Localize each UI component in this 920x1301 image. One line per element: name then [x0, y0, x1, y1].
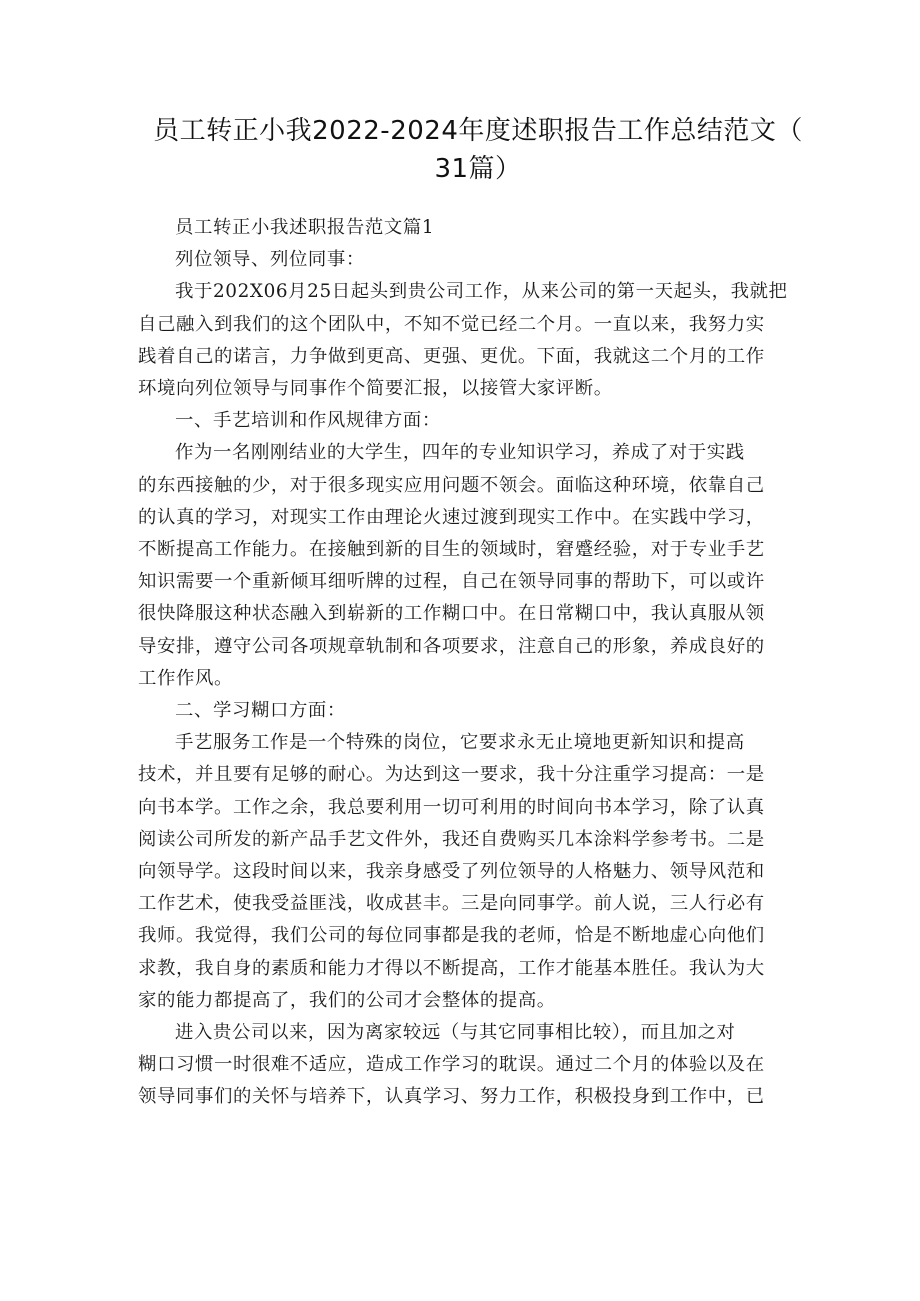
- paragraph: [138, 695, 790, 727]
- paragraph-line: 阅读公司所发的新产品手艺文件外，我还自费购买几本涂料学参考书。二是: [138, 828, 765, 850]
- paragraph-line: 向领导学。这段时间以来，我亲身感受了列位领导的人格魅力、领导风范和: [138, 861, 765, 883]
- document-body: [138, 212, 790, 1114]
- title-line-2: 31篇）: [434, 154, 522, 184]
- paragraph-line: 知识需要一个重新倾耳细听牌的过程，自己在领导同事的帮助下，可以或许: [138, 571, 765, 593]
- paragraph-line: 导安排，遵守公司各项规章轨制和各项要求，注意自己的形象，养成良好的: [138, 635, 765, 657]
- paragraph-line: 不断提高工作能力。在接触到新的目生的领域时，窘蹙经验，对于专业手艺: [138, 539, 765, 561]
- title-line-1: 员工转正小我2022-2024年度述职报告工作总结范文（: [153, 116, 803, 146]
- paragraph-line: 员工转正小我述职报告范文篇1: [175, 217, 435, 238]
- paragraph-line: 工作艺术，使我受益匪浅，收成甚丰。三是向同事学。前人说，三人行必有: [138, 893, 765, 915]
- paragraph-line: 自己融入到我们的这个团队中，不知不觉已经二个月。一直以来，我努力实: [138, 313, 765, 335]
- paragraph-line: 二、学习糊口方面：: [175, 700, 346, 722]
- paragraph: [138, 727, 790, 1017]
- paragraph-line: 践着自己的诺言，力争做到更高、更强、更优。下面，我就这二个月的工作: [138, 345, 765, 367]
- paragraph: [138, 405, 790, 437]
- paragraph-line: 进入贵公司以来，因为离家较远（与其它同事相比较），而且加之对: [175, 1022, 736, 1044]
- paragraph-line: 向书本学。工作之余，我总要利用一切可利用的时间向书本学习，除了认真: [138, 796, 765, 818]
- paragraph-line: 家的能力都提高了，我们的公司才会整体的提高。: [138, 989, 556, 1011]
- paragraph: [138, 437, 790, 695]
- paragraph-line: 环境向列位领导与同事作个简要汇报，以接管大家评断。: [138, 378, 613, 400]
- paragraph-line: 一、手艺培训和作风规律方面：: [175, 410, 441, 432]
- document-title: [138, 112, 818, 188]
- paragraph-line: 领导同事们的关怀与培养下，认真学习、努力工作，积极投身到工作中，已: [138, 1086, 765, 1108]
- paragraph-line: 列位领导、列位同事：: [175, 249, 365, 271]
- paragraph-line: 技术，并且要有足够的耐心。为达到这一要求，我十分注重学习提高：一是: [138, 764, 765, 786]
- paragraph-line: 的东西接触的少，对于很多现实应用问题不领会。面临这种环境，依靠自己: [138, 474, 765, 496]
- paragraph-line: 工作作风。: [138, 667, 233, 689]
- paragraph-line: 作为一名刚刚结业的大学生，四年的专业知识学习，养成了对于实践: [175, 442, 745, 464]
- paragraph-line: 糊口习惯一时很难不适应，造成工作学习的耽误。通过二个月的体验以及在: [138, 1054, 765, 1076]
- paragraph-line: 我于202X06月25日起头到贵公司工作，从来公司的第一天起头，我就把: [175, 281, 788, 303]
- paragraph-line: 求教，我自身的素质和能力才得以不断提高，工作才能基本胜任。我认为大: [138, 957, 765, 979]
- paragraph: [138, 212, 790, 244]
- paragraph-line: 手艺服务工作是一个特殊的岗位，它要求永无止境地更新知识和提高: [175, 732, 745, 754]
- paragraph-line: 的认真的学习，对现实工作由理论火速过渡到现实工作中。在实践中学习，: [138, 506, 765, 528]
- paragraph-line: 很快降服这种状态融入到崭新的工作糊口中。在日常糊口中，我认真服从领: [138, 603, 765, 625]
- paragraph: [138, 244, 790, 276]
- paragraph-line: 我师。我觉得，我们公司的每位同事都是我的老师，恰是不断地虚心向他们: [138, 925, 765, 947]
- paragraph: [138, 1017, 790, 1114]
- paragraph: [138, 276, 790, 405]
